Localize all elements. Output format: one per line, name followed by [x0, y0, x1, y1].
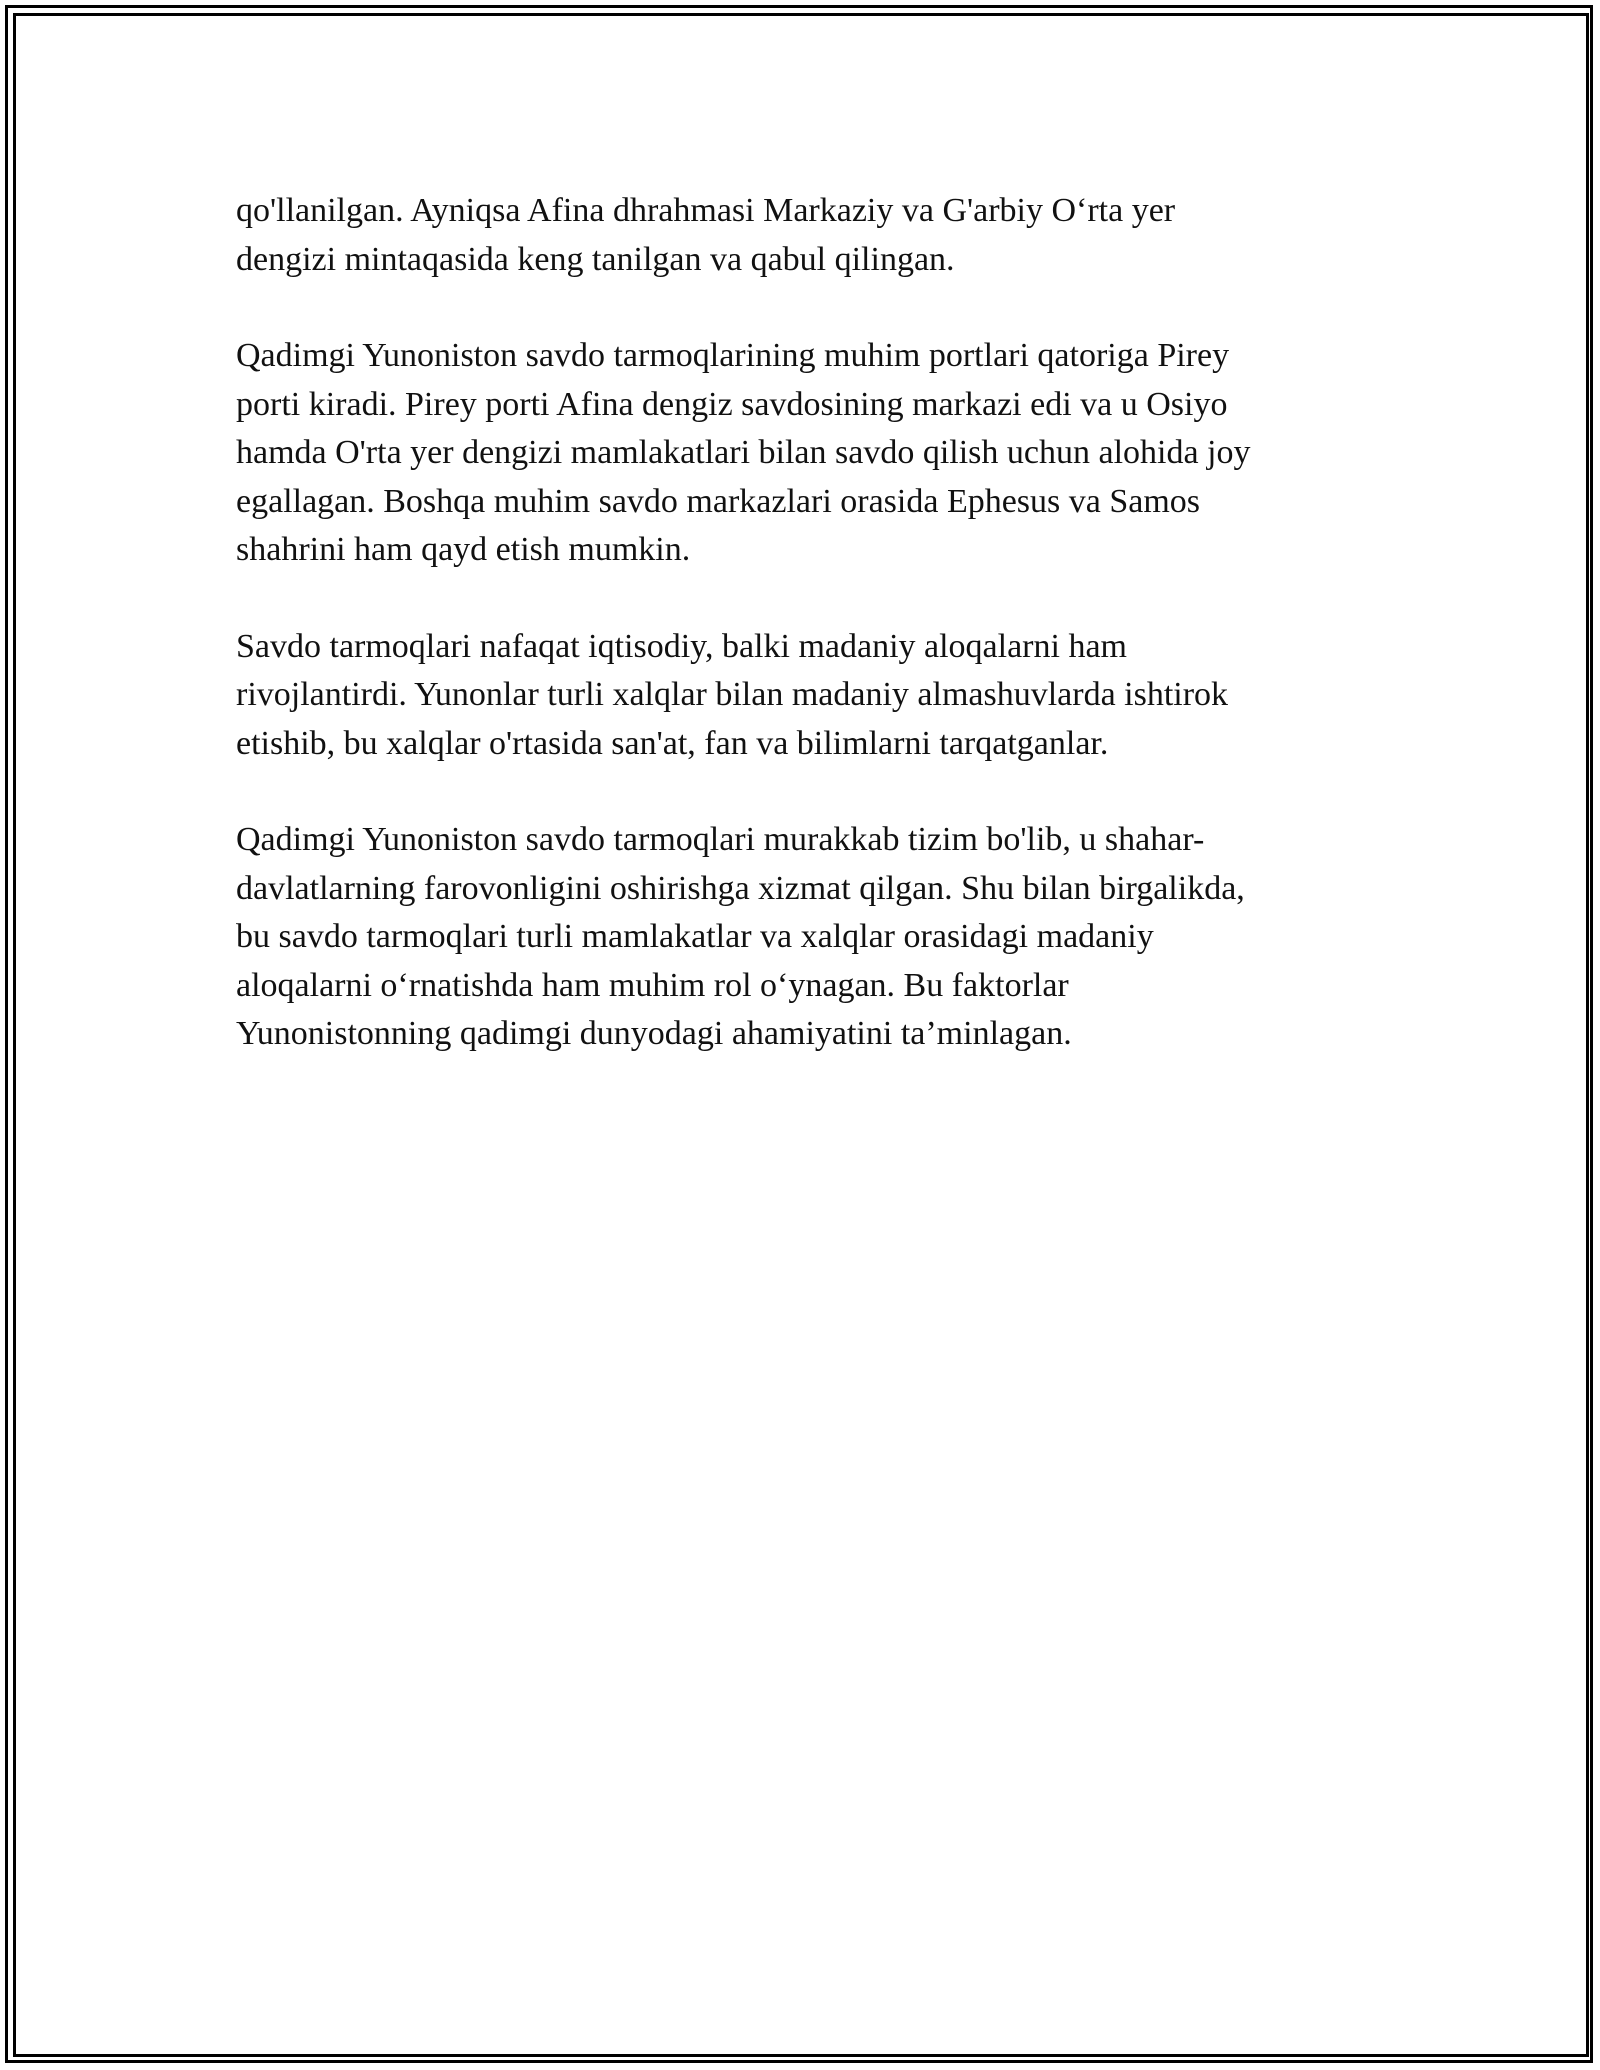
paragraph-2	[236, 332, 1356, 575]
text-line: Savdo tarmoqlari nafaqat iqtisodiy, balki madaniy aloqalarni ham	[236, 627, 1127, 665]
text-line: aloqalarni o‘rnatishda ham muhim rol o‘ynagan. Bu faktorlar	[236, 966, 1069, 1004]
text-line: qo'llanilgan. Ayniqsa Afina dhrahmasi Markaziy va G'arbiy O‘rta yer	[236, 192, 1176, 229]
text-line: Qadimgi Yunoniston savdo tarmoqlari murakkab tizim bo'lib, u shahar-	[236, 821, 1205, 858]
paragraph-3	[236, 623, 1356, 769]
text-line: porti kiradi. Pirey porti Afina dengiz savdosining markazi edi va u Osiyo	[236, 385, 1228, 423]
text-line: rivojlantirdi. Yunonlar turli xalqlar bilan madaniy almashuvlarda ishtirok	[236, 676, 1229, 713]
paragraph-1	[236, 187, 1356, 284]
document-body	[236, 187, 1356, 1107]
text-line: egallagan. Boshqa muhim savdo markazlari orasida Ephesus va Samos	[236, 482, 1201, 520]
text-line: etishib, bu xalqlar o'rtasida san'at, fan va bilimlarni tarqatganlar.	[236, 724, 1109, 762]
text-line: Qadimgi Yunoniston savdo tarmoqlarining muhim portlari qatoriga Pirey	[236, 337, 1230, 374]
text-line: davlatlarning farovonligini oshirishga xizmat qilgan. Shu bilan birgalikda,	[236, 869, 1245, 907]
text-line: hamda O'rta yer dengizi mamlakatlari bilan savdo qilish uchun alohida joy	[236, 434, 1251, 471]
text-line: dengizi mintaqasida keng tanilgan va qabul qilingan.	[236, 240, 955, 278]
text-line: bu savdo tarmoqlari turli mamlakatlar va xalqlar orasidagi madaniy	[236, 918, 1154, 955]
paragraph-4	[236, 816, 1356, 1059]
text-line: Yunonistonning qadimgi dunyodagi ahamiyatini ta’minlagan.	[236, 1015, 1072, 1052]
text-line: shahrini ham qayd etish mumkin.	[236, 531, 691, 568]
